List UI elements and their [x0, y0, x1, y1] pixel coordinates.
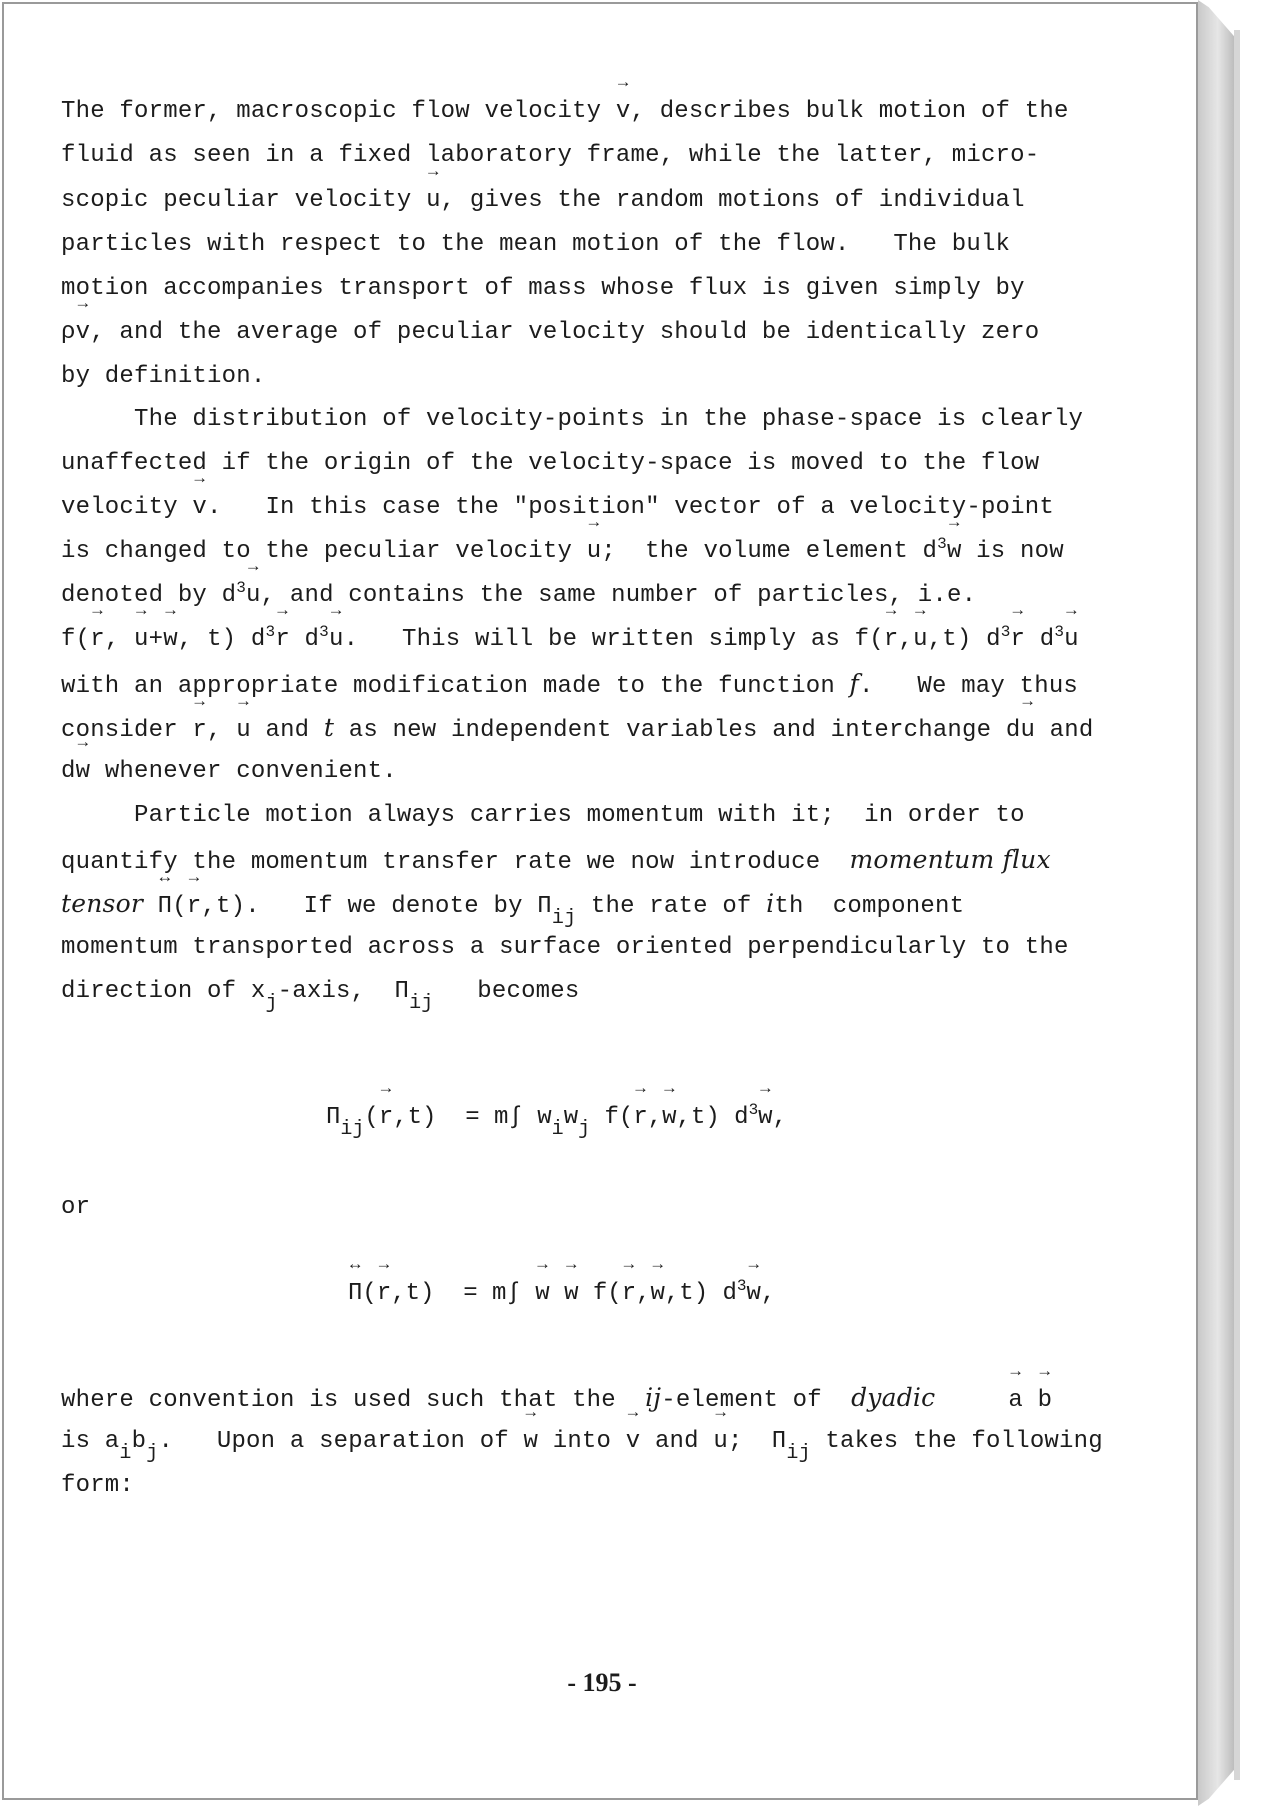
- text-line: by definition.: [61, 363, 266, 390]
- text-line: ρ→ v, and the average of peculiar velocity should be identically zero: [61, 313, 1039, 353]
- text-line: scopic peculiar velocity → u, gives the random motions of individual: [61, 181, 1025, 221]
- text-line: where convention is used such that the ij-element of dyadic → a → b: [61, 1378, 1052, 1418]
- text-line: Particle motion always carries momentum with it; in order to: [134, 802, 1025, 829]
- text-line: d→ w whenever convenient.: [61, 752, 397, 792]
- text-line: fluid as seen in a fixed laboratory frame, while the latter, micro-: [61, 142, 1040, 169]
- text-line: motion accompanies transport of mass whose flux is given simply by: [61, 275, 1025, 302]
- or-label: or: [61, 1194, 91, 1221]
- page-edge: [1198, 0, 1234, 1806]
- text-line: f(→ r, → u+→ w, t) $d^3\to r$ $d^3\to u$. This will be written simply as f(→ r,→ u,t) $d^3\to r$ $d^3\to u$: [61, 620, 1079, 660]
- text-line: direction of $x_j$-axis, $\Pi_{ij}$ becomes: [61, 978, 580, 1015]
- text-line: quantify the momentum transfer rate we now introduce momentum flux: [61, 845, 1051, 876]
- text-line: is changed to the peculiar velocity → u; the volume element $d^3\to w$ is now: [61, 532, 1064, 572]
- text-line: consider → r, → u and t as new independent variables and interchange d→ u and: [61, 708, 1093, 748]
- text-line: particles with respect to the mean motion of the flow. The bulk: [61, 231, 1011, 258]
- text-line: with an appropriate modification made to the function f. We may thus: [61, 669, 1079, 700]
- page-number: - 195 -: [567, 1668, 637, 1697]
- text-line: The former, macroscopic flow velocity → v, describes bulk motion of the: [61, 92, 1069, 132]
- text-line: The distribution of velocity-points in the phase-space is clearly: [134, 406, 1084, 433]
- text-line: is $a_ib_j$. Upon a separation of → w into → v and → u; $\Pi_{ij}$ takes the following: [61, 1422, 1103, 1462]
- document-page: [2, 2, 1198, 1800]
- equation-momentum-flux-tensor: ↔ Π(→ r,t) = m∫ → w → w f(→ r,→ w,t) $d^3\to w$,: [348, 1274, 775, 1314]
- text-line: form:: [61, 1472, 135, 1499]
- text-line: tensor ↔ Π(→ r,t). If we denote by $\Pi_{ij}$ the rate of ith component: [61, 884, 964, 924]
- text-line: velocity → v. In this case the "position" vector of a velocity-point: [61, 488, 1054, 528]
- text-line: denoted by $d^3\to u$, and contains the same number of particles, i.e.: [61, 576, 976, 616]
- equation-momentum-flux-components: $\Pi_{ij}(\to r,t) = m\int$ $w_iw_j$ f(→ r,→ w,t) $d^3\to w$,: [326, 1098, 787, 1138]
- text-line: unaffected if the origin of the velocity-space is moved to the flow: [61, 450, 1040, 477]
- page-shadow: [1234, 30, 1240, 1780]
- text-line: momentum transported across a surface oriented perpendicularly to the: [61, 934, 1069, 961]
